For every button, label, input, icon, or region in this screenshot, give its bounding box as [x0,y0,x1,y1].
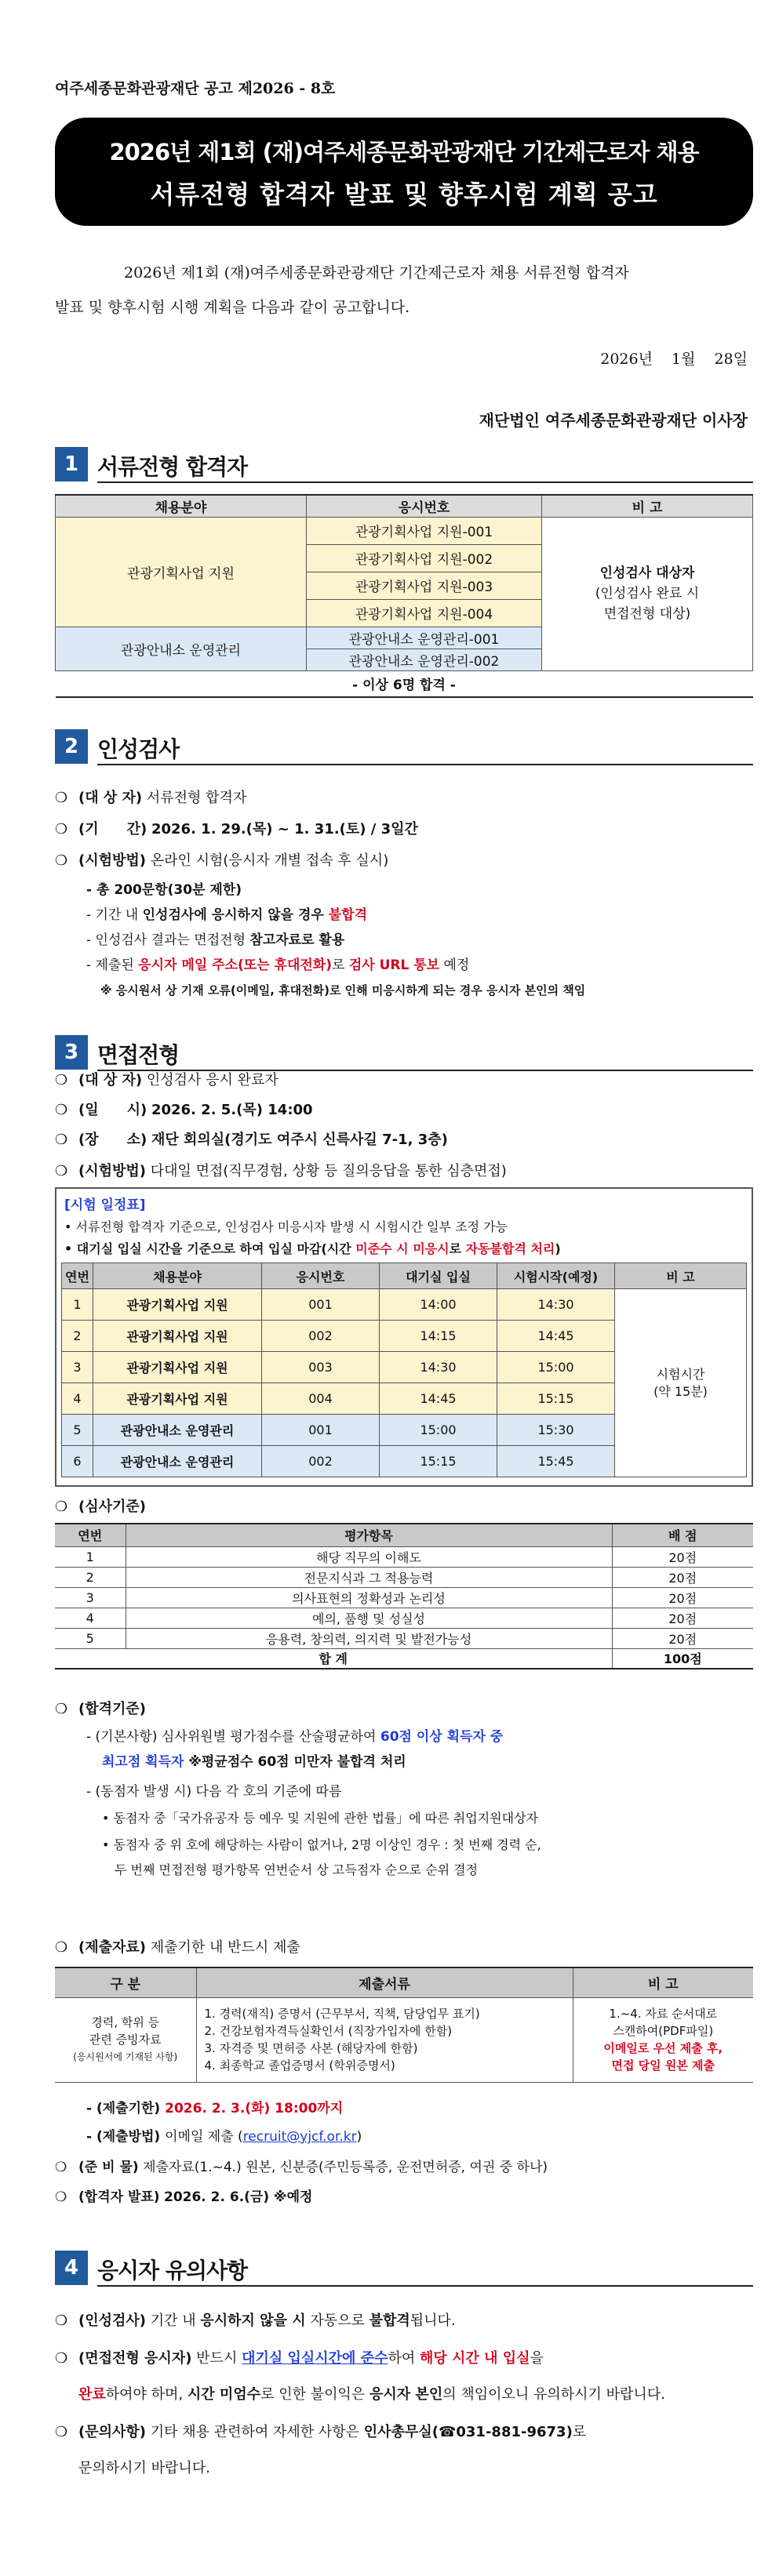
schedule-label: [시험 일정표] [64,1197,146,1213]
aptitude-period: ❍ (기 간) 2026. 1. 29.(목) ~ 1. 31.(토) / 3일간 [55,816,418,844]
total-row [55,1648,753,1669]
title-banner [55,118,753,226]
cell-id: 004 [262,1383,380,1415]
cell-field: 관광기획사업 지원 [93,1352,262,1383]
pass-total: - 이상 6명 합격 - [56,670,753,697]
intro-line-1: 2026년 제1회 (재)여주세종문화관광재단 기간제근로자 채용 서류전형 합격자 [124,264,629,282]
field-cell: 관광기획사업 지원 [56,517,307,627]
pass-criteria-1: - (기본사항) 심사위원별 평가점수를 산술평균하여 60점 이상 획득자 중 [86,1729,504,1745]
col-header: 채용분야 [56,495,307,517]
table-row: 4 예의, 품행 및 성실성 20점 [55,1608,753,1628]
cell-start: 14:45 [497,1321,615,1352]
note-sub: 면접전형 대상) [603,606,691,622]
id-cell: 관광기획사업 지원-004 [307,599,542,627]
notice-date: 2026년 1월 28일 [600,351,748,368]
section-rule [97,481,753,483]
pass-criteria-label: ❍ (합격기준) [55,1695,146,1724]
cell-id: 002 [262,1321,380,1352]
cell-id: 002 [262,1446,380,1477]
issuer: 재단법인 여주세종문화관광재단 이사장 [479,411,748,430]
tie-rule-4: 두 번째 면접전형 평가항목 연번순서 상 고득점자 순으로 순위 결정 [115,1862,479,1877]
caution-3: ❍ (문의사항) 기타 채용 관련하여 자세한 사항은 인사총무실(☎031-881-9673)로 [55,2418,586,2447]
col-header: 연번 [62,1263,93,1289]
notice-number: 여주세종문화관광재단 공고 제2026 - 8호 [55,80,336,97]
documents-label: ❍ (제출자료) 제출기한 내 반드시 제출 [55,1934,300,1962]
aptitude-sub-4: - 제출된 응시자 메일 주소(또는 휴대전화)로 검사 URL 통보 예정 [86,957,470,973]
circle-bullet-icon: ❍ [55,790,68,806]
circle-bullet-icon: ❍ [55,2350,68,2367]
schedule-note-2: • 대기실 입실 시간을 기준으로 하여 입실 마감(시간 미준수 시 미응시로 자동불합격 처리) [64,1241,561,1256]
circle-bullet-icon: ❍ [55,1163,68,1179]
id-cell: 관광기획사업 지원-003 [307,572,542,599]
documents-table [55,1967,753,2083]
col-header: 채용분야 [93,1263,262,1289]
col-header: 비 고 [573,1967,753,1997]
circle-bullet-icon: ❍ [55,1499,68,1515]
cell-id: 001 [262,1415,380,1446]
interview-schedule-table [61,1263,747,1477]
cell-field: 관광안내소 운영관리 [93,1446,262,1477]
cell-start: 15:15 [497,1383,615,1415]
col-header: 연번 [55,1524,126,1546]
col-header: 비 고 [615,1263,747,1289]
caution-2-cont: 완료하여야 하며, 시간 미엄수로 인한 불이익은 응시자 본인의 책임이오니 유의하시기 바랍니다. [78,2386,665,2403]
cell-no: 4 [62,1383,93,1415]
intro-paragraph [55,256,753,325]
circle-bullet-icon: ❍ [55,1701,68,1717]
cell-enter: 14:30 [380,1352,497,1383]
cell-enter: 14:15 [380,1321,497,1352]
cell-start: 14:30 [497,1289,615,1321]
aptitude-target: ❍ (대 상 자) 서류전형 합격자 [55,784,246,812]
circle-bullet-icon: ❍ [55,1939,68,1956]
id-cell: 관광안내소 운영관리-002 [307,649,542,670]
criteria-table [55,1523,753,1669]
tie-rule-2: • 동점자 중「국가유공자 등 예우 및 지원에 관한 법률」에 따른 취업지원대상자 [102,1811,538,1826]
cell-no: 1 [62,1289,93,1321]
cell-enter: 14:45 [380,1383,497,1415]
col-header: 평가항목 [126,1524,612,1546]
caution-1: ❍ (인성검사) 기간 내 응시하지 않을 시 자동으로 불합격됩니다. [55,2307,456,2335]
docs-list: 1. 경력(재직) 증명서 (근무부서, 직책, 담당업무 표기) 2. 건강보험자격득실확인서 (직장가입자에 한함) 3. 자격증 및 면허증 사본 (해당자에 한함) 4. 최종학교 졸업증명서 (학위증명서) [196,1997,573,2082]
section-title: 서류전형 합격자 [97,454,248,480]
id-cell: 관광기획사업 지원-002 [307,544,542,572]
docs-note: 1.~4. 자료 순서대로 스캔하여(PDF파일) 이메일로 우선 제출 후, 면접 당일 원본 제출 [573,1997,753,2082]
tie-rule-1: - (동점자 발생 시) 다음 각 호의 기준에 따름 [86,1784,342,1800]
cell-start: 15:30 [497,1415,615,1446]
cell-field: 관광기획사업 지원 [93,1383,262,1415]
schedule-note-1: • 서류전형 합격자 기준으로, 인성검사 미응시자 발생 시 시험시간 일부 조정 가능 [64,1219,508,1234]
aptitude-sub-3: - 인성검사 결과는 면접전형 참고자료로 활용 [86,932,345,948]
submit-deadline: - (제출기한) 2026. 2. 3.(화) 18:00까지 [86,2101,344,2116]
circle-bullet-icon: ❍ [55,1072,68,1088]
interview-place: ❍ (장 소) 재단 회의실(경기도 여주시 신륵사길 7-1, 3층) [55,1126,448,1154]
cell-field: 관광안내소 운영관리 [93,1415,262,1446]
caution-3-cont: 문의하시기 바랍니다. [78,2460,210,2476]
col-header: 구 분 [55,1967,196,1997]
col-header: 시험시작(예정) [497,1263,615,1289]
section-number: 4 [55,2251,88,2285]
interview-date: ❍ (일 시) 2026. 2. 5.(목) 14:00 [55,1096,313,1125]
tie-rule-3: • 동점자 중 위 호에 해당하는 사람이 없거나, 2명 이상인 경우 : 첫 번째 경력 순, [102,1837,541,1852]
section-number: 2 [55,729,88,764]
aptitude-sub-2: - 기간 내 인성검사에 응시하지 않을 경우 불합격 [86,907,368,923]
circle-bullet-icon: ❍ [55,821,68,837]
section-title: 응시자 유의사항 [97,2258,248,2284]
email-link[interactable]: recruit@yjcf.or.kr [242,2129,357,2145]
cell-enter: 15:15 [380,1446,497,1477]
section-title: 면접전형 [97,1042,180,1068]
cell-start: 15:00 [497,1352,615,1383]
cell-no: 5 [62,1415,93,1446]
remark-cell [615,1289,747,1477]
table-row: 5 응용력, 창의력, 의지력 및 발전가능성 20점 [55,1628,753,1648]
cell-start: 15:45 [497,1446,615,1477]
aptitude-sub-1: - 총 200문항(30분 제한) [86,882,242,898]
caution-2: ❍ (면접전형 응시자) 반드시 대기실 입실시간에 준수하여 해당 시간 내 입실을 [55,2345,544,2373]
docs-category: 경력, 학위 등 관련 증빙자료 (응시원서에 기재된 사항) [55,1997,196,2082]
note-cell [542,517,753,670]
col-header: 비 고 [542,495,753,517]
submit-method: - (제출방법) 이메일 제출 (recruit@yjcf.or.kr) [86,2129,362,2145]
section-4-header [55,2251,753,2287]
circle-bullet-icon: ❍ [55,2313,68,2329]
table-row [55,1997,753,2082]
title-line-1: 2026년 제1회 (재)여주세종문화관광재단 기간제근로자 채용 [109,139,699,165]
circle-bullet-icon: ❍ [55,852,68,869]
note-main: 인성검사 대상자 [599,565,695,581]
circle-bullet-icon: ❍ [55,1102,68,1118]
section-rule [97,2285,753,2287]
section-rule [97,764,753,765]
circle-bullet-icon: ❍ [55,1132,68,1148]
col-header: 제출서류 [196,1967,573,1997]
cell-no: 2 [62,1321,93,1352]
table-row [62,1289,747,1321]
aptitude-warning: ※ 응시원서 상 기재 오류(이메일, 휴대전화)로 인해 미응시하게 되는 경우 응시자 본인의 책임 [100,983,586,997]
table-row: 2 전문지식과 그 적용능력 20점 [55,1567,753,1587]
pass-criteria-2: 최고점 획득자 ※평균점수 60점 미만자 불합격 처리 [102,1754,406,1770]
col-header: 배 점 [612,1524,753,1546]
preparation: ❍ (준 비 물) 제출자료(1.~4.) 원본, 신분증(주민등록증, 운전면허증, 여권 중 하나) [55,2153,548,2182]
table-row: 3 의사표현의 정확성과 논리성 20점 [55,1587,753,1608]
section-2-header [55,729,753,765]
cell-no: 3 [62,1352,93,1383]
cell-id: 003 [262,1352,380,1383]
circle-bullet-icon: ❍ [55,2160,67,2175]
col-header: 응시번호 [307,495,542,517]
interview-target: ❍ (대 상 자) 인성검사 응시 완료자 [55,1066,278,1095]
section-title: 인성검사 [97,736,180,762]
section-1-header [55,447,753,483]
remark-line: (약 15분) [653,1383,708,1399]
cell-enter: 15:00 [380,1415,497,1446]
id-cell: 관광기획사업 지원-001 [307,517,542,544]
cell-field: 관광기획사업 지원 [93,1289,262,1321]
section-number: 1 [55,447,88,481]
document-pass-table [55,494,753,698]
col-header: 응시번호 [262,1263,380,1289]
table-row: 1 해당 직무의 이해도 20점 [55,1546,753,1567]
cell-field: 관광기획사업 지원 [93,1321,262,1352]
aptitude-method: ❍ (시험방법) 온라인 시험(응시자 개별 접속 후 실시) [55,847,388,875]
interview-method: ❍ (시험방법) 다대일 면접(직무경험, 상황 등 질의응답을 통한 심층면접) [55,1157,507,1186]
cell-id: 001 [262,1289,380,1321]
intro-line-2: 발표 및 향후시험 시행 계획을 다음과 같이 공고합니다. [55,299,410,316]
remark-line: 시험시간 [656,1366,705,1382]
note-sub: (인성검사 완료 시 [595,586,700,601]
title-line-2: 서류전형 합격자 발표 및 향후시험 계획 공고 [150,180,658,209]
total-label: 합 계 [55,1648,612,1669]
criteria-label: ❍ (심사기준) [55,1493,146,1521]
cell-no: 6 [62,1446,93,1477]
section-number: 3 [55,1035,88,1070]
result-announcement: ❍ (합격자 발표) 2026. 2. 6.(금) ※예정 [55,2183,312,2211]
total-score: 100점 [612,1648,753,1669]
circle-bullet-icon: ❍ [55,2189,67,2205]
field-cell: 관광안내소 운영관리 [56,627,307,670]
circle-bullet-icon: ❍ [55,2424,68,2440]
id-cell: 관광안내소 운영관리-001 [307,627,542,649]
col-header: 대기실 입실 [380,1263,497,1289]
cell-enter: 14:00 [380,1289,497,1321]
